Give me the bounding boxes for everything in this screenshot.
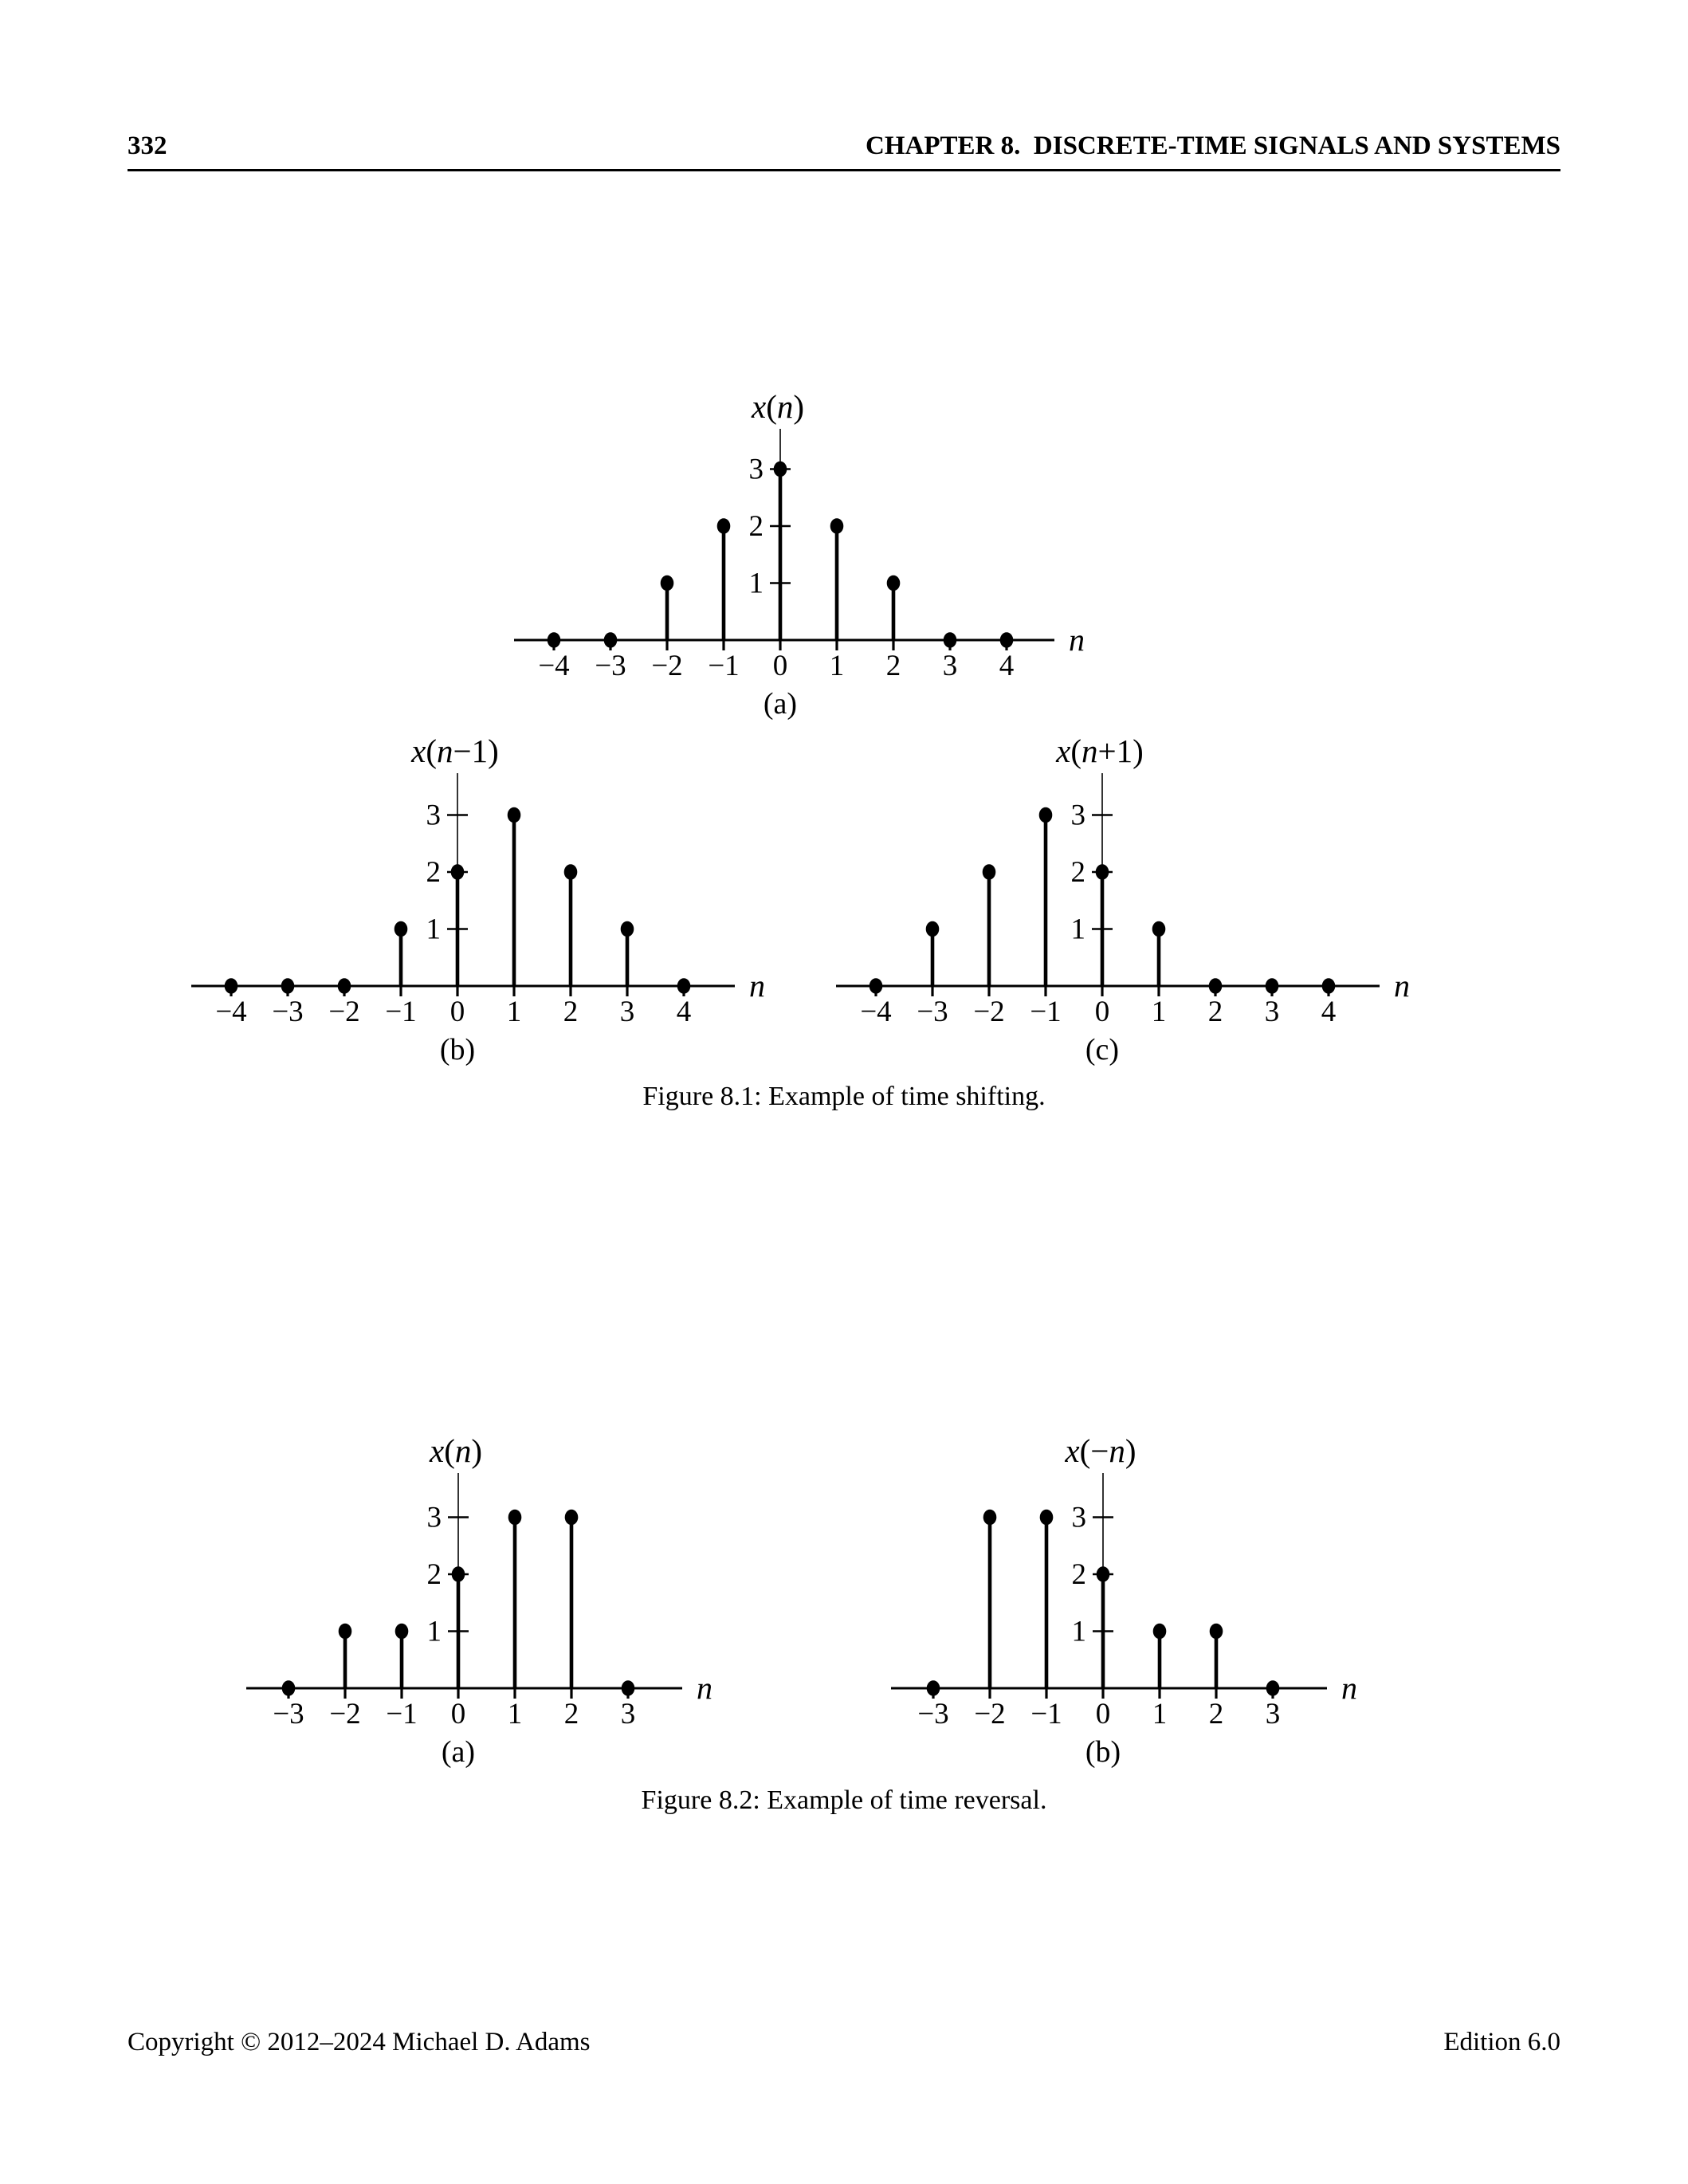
plot-caption: (b) bbox=[1085, 1735, 1121, 1769]
x-tick-label: 4 bbox=[999, 650, 1015, 682]
x-tick-label: −2 bbox=[973, 996, 1005, 1028]
x-tick-label: −3 bbox=[273, 1698, 304, 1730]
sample-dot bbox=[1266, 978, 1279, 994]
x-tick-label: −2 bbox=[651, 650, 683, 682]
sample-dot bbox=[1153, 1624, 1167, 1640]
plot-title: x(n) bbox=[429, 1432, 483, 1469]
x-tick-label: −3 bbox=[917, 1698, 949, 1730]
x-tick-label: 3 bbox=[619, 996, 635, 1028]
y-tick-label: 1 bbox=[1071, 1615, 1086, 1648]
plot-caption: (c) bbox=[1085, 1033, 1120, 1066]
x-tick-label: 1 bbox=[1152, 1698, 1168, 1730]
copyright-notice: Copyright © 2012–2024 Michael D. Adams bbox=[128, 2028, 591, 2056]
x-tick-label: 3 bbox=[620, 1698, 636, 1730]
x-tick-label: 0 bbox=[1094, 996, 1110, 1028]
sample-dot bbox=[926, 921, 940, 937]
stem-plot-fig-8-1-a bbox=[478, 367, 1138, 757]
sample-dot bbox=[508, 1510, 522, 1526]
sample-dot bbox=[622, 1680, 635, 1696]
x-tick-label: −4 bbox=[215, 996, 247, 1028]
y-tick-label: 3 bbox=[748, 453, 764, 486]
x-axis-label: n bbox=[1394, 968, 1410, 1004]
x-tick-label: 1 bbox=[507, 1698, 523, 1730]
x-tick-label: 3 bbox=[1265, 1698, 1281, 1730]
x-tick-label: −2 bbox=[328, 996, 360, 1028]
plot-caption: (b) bbox=[439, 1033, 476, 1066]
sample-dot bbox=[451, 864, 465, 880]
sample-dot bbox=[1210, 1624, 1223, 1640]
sample-dot bbox=[1322, 978, 1336, 994]
x-tick-label: 0 bbox=[449, 996, 465, 1028]
sample-dot bbox=[1096, 864, 1109, 880]
sample-dot bbox=[1152, 921, 1166, 937]
sample-dot bbox=[1266, 1680, 1280, 1696]
x-axis-label: n bbox=[1341, 1670, 1357, 1706]
x-tick-label: −1 bbox=[1030, 1698, 1062, 1730]
x-tick-label: −1 bbox=[708, 650, 740, 682]
y-tick-label: 2 bbox=[748, 510, 764, 543]
x-tick-label: 2 bbox=[1207, 996, 1223, 1028]
y-tick-label: 1 bbox=[748, 567, 764, 600]
sample-dot bbox=[338, 978, 351, 994]
sample-dot bbox=[281, 978, 295, 994]
plot-title: x(−n) bbox=[1065, 1432, 1136, 1469]
sample-dot bbox=[830, 518, 844, 534]
x-tick-label: −2 bbox=[329, 1698, 361, 1730]
x-tick-label: −4 bbox=[538, 650, 570, 682]
sample-dot bbox=[774, 462, 787, 477]
x-tick-label: 3 bbox=[942, 650, 958, 682]
x-tick-label: 1 bbox=[506, 996, 522, 1028]
stem-plot-fig-8-2-b bbox=[855, 1411, 1411, 1805]
x-tick-label: 4 bbox=[676, 996, 692, 1028]
y-tick-label: 3 bbox=[1071, 1501, 1086, 1534]
chapter-title: CHAPTER 8. DISCRETE-TIME SIGNALS AND SYSTEMS bbox=[866, 132, 1560, 160]
sample-dot bbox=[565, 1510, 579, 1526]
sample-dot bbox=[395, 921, 408, 937]
page-number: 332 bbox=[128, 132, 167, 160]
x-tick-label: 2 bbox=[563, 996, 579, 1028]
x-tick-label: −1 bbox=[385, 996, 417, 1028]
figure-8-2-caption: Figure 8.2: Example of time reversal. bbox=[641, 1785, 1047, 1815]
sample-dot bbox=[282, 1680, 296, 1696]
x-tick-label: 4 bbox=[1321, 996, 1337, 1028]
y-tick-label: 1 bbox=[1070, 913, 1085, 946]
edition-label: Edition 6.0 bbox=[1443, 2028, 1560, 2056]
stem-plot-fig-8-1-b bbox=[155, 711, 818, 1103]
sample-dot bbox=[944, 632, 957, 648]
sample-dot bbox=[1040, 1510, 1054, 1526]
sample-dot bbox=[717, 518, 731, 534]
sample-dot bbox=[1097, 1566, 1110, 1582]
sample-dot bbox=[887, 575, 901, 591]
x-tick-label: 2 bbox=[1208, 1698, 1224, 1730]
x-tick-label: 0 bbox=[450, 1698, 466, 1730]
sample-dot bbox=[621, 921, 634, 937]
y-tick-label: 1 bbox=[426, 1615, 442, 1648]
x-tick-label: −3 bbox=[595, 650, 626, 682]
sample-dot bbox=[1039, 807, 1053, 823]
x-tick-label: 3 bbox=[1264, 996, 1280, 1028]
x-tick-label: 2 bbox=[563, 1698, 579, 1730]
x-tick-label: 0 bbox=[1095, 1698, 1111, 1730]
sample-dot bbox=[452, 1566, 465, 1582]
x-tick-label: 0 bbox=[772, 650, 788, 682]
sample-dot bbox=[508, 807, 521, 823]
x-axis-label: n bbox=[697, 1670, 712, 1706]
sample-dot bbox=[548, 632, 561, 648]
figure-8-1-caption: Figure 8.1: Example of time shifting. bbox=[642, 1082, 1046, 1111]
x-tick-label: 1 bbox=[829, 650, 845, 682]
x-tick-label: 1 bbox=[1151, 996, 1167, 1028]
x-tick-label: −3 bbox=[272, 996, 304, 1028]
header-rule bbox=[128, 169, 1560, 171]
stem-plot-fig-8-1-c bbox=[800, 711, 1463, 1103]
y-tick-label: 2 bbox=[1070, 856, 1085, 889]
x-tick-label: −4 bbox=[860, 996, 892, 1028]
sample-dot bbox=[1209, 978, 1223, 994]
x-tick-label: −1 bbox=[386, 1698, 418, 1730]
x-tick-label: 2 bbox=[885, 650, 901, 682]
plot-title: x(n+1) bbox=[1056, 733, 1144, 769]
plot-caption: (a) bbox=[441, 1735, 476, 1769]
sample-dot bbox=[983, 1510, 997, 1526]
x-axis-label: n bbox=[749, 968, 765, 1004]
sample-dot bbox=[983, 864, 996, 880]
sample-dot bbox=[870, 978, 883, 994]
sample-dot bbox=[564, 864, 578, 880]
plot-title: x(n−1) bbox=[411, 733, 499, 769]
y-tick-label: 3 bbox=[426, 1501, 442, 1534]
sample-dot bbox=[395, 1624, 409, 1640]
x-tick-label: −2 bbox=[974, 1698, 1006, 1730]
sample-dot bbox=[661, 575, 674, 591]
sample-dot bbox=[604, 632, 618, 648]
sample-dot bbox=[225, 978, 238, 994]
x-axis-label: n bbox=[1069, 622, 1085, 658]
x-tick-label: −1 bbox=[1030, 996, 1062, 1028]
x-tick-label: −3 bbox=[917, 996, 948, 1028]
y-tick-label: 3 bbox=[1070, 799, 1085, 832]
y-tick-label: 2 bbox=[1071, 1558, 1086, 1591]
y-tick-label: 2 bbox=[426, 1558, 442, 1591]
sample-dot bbox=[339, 1624, 352, 1640]
sample-dot bbox=[677, 978, 691, 994]
plot-caption: (a) bbox=[763, 687, 798, 721]
y-tick-label: 3 bbox=[426, 799, 441, 832]
stem-plot-fig-8-2-a bbox=[210, 1411, 766, 1805]
plot-title: x(n) bbox=[751, 388, 805, 425]
y-tick-label: 1 bbox=[426, 913, 441, 946]
sample-dot bbox=[1000, 632, 1014, 648]
y-tick-label: 2 bbox=[426, 856, 441, 889]
sample-dot bbox=[927, 1680, 940, 1696]
